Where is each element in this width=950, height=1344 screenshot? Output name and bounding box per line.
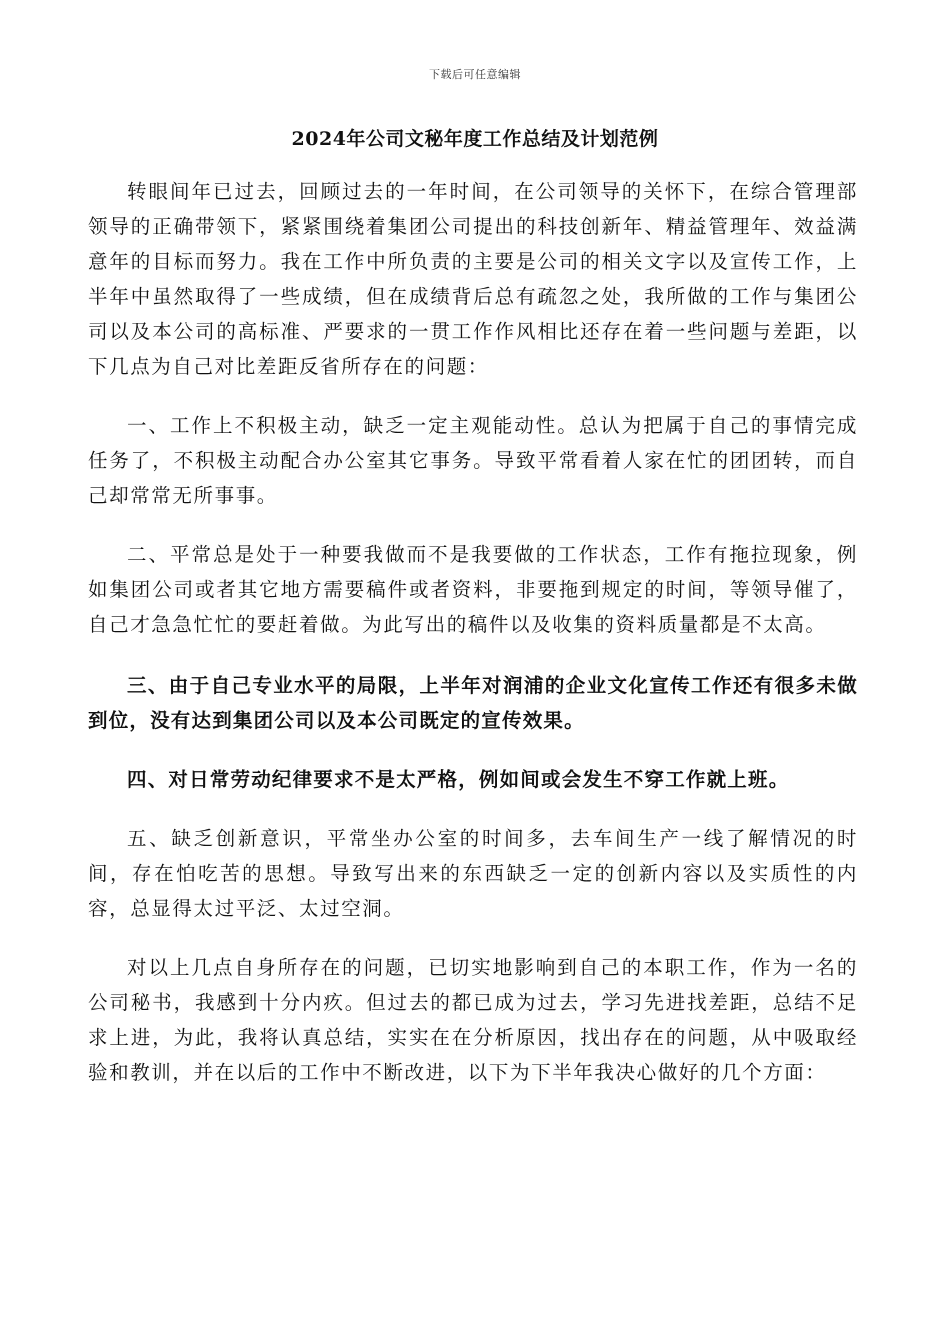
paragraph-conclusion: 对以上几点自身所存在的问题，已切实地影响到自己的本职工作，作为一名的公司秘书，我感到十分内疚。但过去的都已成为过去，学习先进找差距，总结不足求上进，为此，我将认真总结，实实在在分析原因，找出存在的问题，从中吸取经验和教训，并在以后的工作中不断改进，以下为下半年我决心做好的几个方面： bbox=[88, 956, 858, 1084]
paragraph-problem-2: 二、平常总是处于一种要我做而不是我要做的工作状态，工作有拖拉现象，例如集团公司或者其它地方需要稿件或者资料，非要拖到规定的时间，等领导催了，自己才急急忙忙的要赶着做。为此写出的稿件以及收集的资料质量都是不太高。 bbox=[88, 543, 858, 636]
paragraph-problem-4: 四、对日常劳动纪律要求不是太严格，例如间或会发生不穿工作就上班。 bbox=[127, 768, 790, 791]
header-note: 下载后可任意编辑 bbox=[429, 68, 521, 81]
paragraph-problem-3: 三、由于自己专业水平的局限，上半年对润浦的企业文化宣传工作还有很多未做到位，没有达到集团公司以及本公司既定的宣传效果。 bbox=[88, 674, 858, 732]
document-title: 2024年公司文秘年度工作总结及计划范例 bbox=[291, 128, 659, 150]
document-body bbox=[88, 174, 858, 1090]
paragraph-problem-5: 五、缺乏创新意识，平常坐办公室的时间多，去车间生产一线了解情况的时间，存在怕吃苦的思想。导致写出来的东西缺乏一定的创新内容以及实质性的内容，总显得太过平泛、太过空洞。 bbox=[88, 827, 858, 920]
paragraph-problem-1: 一、工作上不积极主动，缺乏一定主观能动性。总认为把属于自己的事情完成任务了，不积极主动配合办公室其它事务。导致平常看着人家在忙的团团转，而自己却常常无所事事。 bbox=[88, 414, 858, 507]
paragraph-intro: 转眼间年已过去，回顾过去的一年时间，在公司领导的关怀下，在综合管理部领导的正确带领下，紧紧围绕着集团公司提出的科技创新年、精益管理年、效益满意年的目标而努力。我在工作中所负责的主要是公司的相关文字以及宣传工作，上半年中虽然取得了一些成绩，但在成绩背后总有疏忽之处，我所做的工作与集团公司以及本公司的高标准、严要求的一贯工作作风相比还存在着一些问题与差距，以下几点为自己对比差距反省所存在的问题： bbox=[88, 180, 858, 378]
